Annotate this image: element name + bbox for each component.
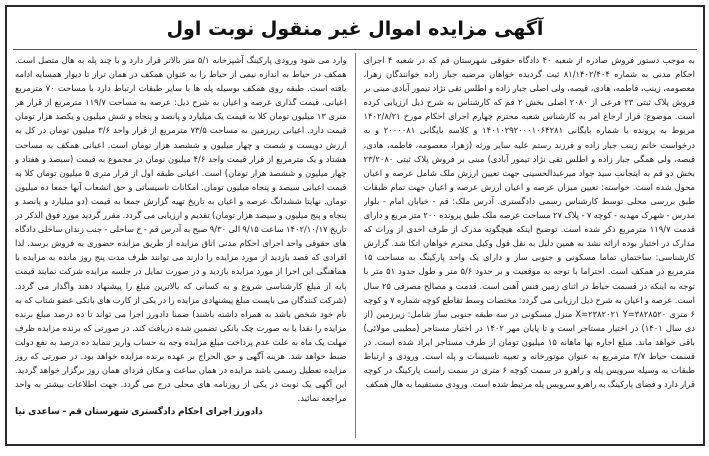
notice-body: [15, 53, 695, 438]
right-column: [364, 53, 696, 438]
notice-header: [7, 11, 703, 47]
auction-notice: [5, 5, 705, 446]
right-column-text: به موجب دستور فروش صادره از شعبه ۴۰ دادگاه حقوقی شهرستان قم که در شعبه ۴ اجرای احکام مدنی به شماره ۸۱/۱۴۰۲/۴۰۴ ثبت گردیده خواهان مرضیه جبار زاده خوانندگان زهرا، معصومه، زینب، فاطمه، هادی، قیصه، ولی اصلی جبار زاده و اطلس تقی نژاد تیمور آبادی مبنی بر فروش پلاک ثبتی ۲۳ فرعی از ۲۰۸۰ اصلی بخش ۲ قم که کارشناس به شرح ذیل ارزیابی کرده است. موضوع: قرار ارجاع امر به کارشناس شعبه محترم چهارم اجرای احکام مورخ ۱۴۰۲/۸/۲۱ مربوط به پرونده با شماره بایگانی ۱۴۰۱۰۲۹۲۰۰۰۱۰۶۴۲۸۱ و کلاسه بایگانی ۲۰۰۰۰۸۱ و به درخواست خانم زینب جبار زاده و فرزند رستم علیه سایر ورثه (زهرا، معصومه، فاطمه، هادی، قیصه، ولی همگی جبار زاده و اطلس تقی نژاد تیمور آبادی) مبنی بر فروش پلاک ثبتی ۲۳/۲۰۸۰ بخش دو قم به اینجانب سید جواد میرعبدالحسینی جهت تعیین ارزش ملک شامل عرصه و اعیان محول شده است. خواسته: تعیین میزان عرصه و اعیان ارزش عرصه و اعیان جهت تمام طبقات طبق بررسی محلی توسط کارشناس رسمی دادگستری. آدرس ملک: قم - خیابان امام - بلوار مدرس - شهرک مهدیه - کوچه ۷ - پلاک ۲۷ مساحت عرصه ملک طبق پرونده ۲۰۰ متر مربع و دارای قدمت ۱۱۹/۷ مترمربع ذکر شده است. توضیح اینکه هیچگونه مدرک از طرف احدی از وراث که مدارک در اختیار بوده ارائه نشد به همین دلیل به نقل قول وکیل محترم خواهان اتکا شد. گزارش کارشناسی: ساختمان تماما مسکونی و جنوبی ساز و دارای یک واحد پارکینگ به مساحت ۱۵ مترمربع در همکف است. احتراما با توجه به موقعیت و بر حدود ۵/۶ متر و طول حدود ۵۱ متر با توجه به اینکه در قسمت حیاط در اثنای زمین فنس آهنی است. قدمت و مصالح مصرفی ۲۵ سال است. عرصه و اعیان به شرح ذیل ارزیابی می گردد: مختصات وسط تقاطع کوچه شماره ۷ و کوچه ۶ متری X=۲۳۸۲۰۲۱ Y=۳۸۲۸۵۲۰ منزل مسکونی در سه طبقه جنوبی ساز شامل: زیرزمین (از دی سال ۱۴۰۱) در اختیار مستاجر است و تا پایان مهر ۱۴۰۲ در اختیار مستاجر (مطیبی مولائی) باقی خواهد ماند. مبلغ اجاره بها ماهانه ۱۵ میلیون تومان از طرف مستاجر ایراد شده است. در قسمت حیاط ۳/۷ مترمربع به عنوان موتورخانه و تعبیه تاسیسات و پله است. ورودی و ارتباط طبقات به وسیله سرویس پله و راهرو در سمت کوچه ۶ متری در سمت راست پارکینگ در کوچه قرار دارد و فضای پارکینگ به راهرو سرویس پله مرتبط شده است. ورودی مستقیما به هال همکف: [363, 55, 695, 390]
signature-line: دادورز اجرای احکام دادگستری شهرستان قم - ساعدی نیا: [15, 407, 263, 418]
notice-title: آگهی مزایده اموال غیر منقول نوبت اول: [166, 18, 544, 40]
column-divider: [355, 53, 356, 438]
title-divider: [13, 49, 697, 50]
left-column-text: وارد می شود ورودی پارکینگ آشپزخانه ۵/۱ متر بالاتر قرار دارد و با چند پله به هال متصل است. همکف در حیاط به اندازه نیمی از حیاط را به عنوان همکف در همان تراز تا دیوار همسایه ادامه یافته است. طبقه روی همکف بوسیله پله ها با سایر طبقات ارتباط دارد با مساحت ۷۰ مترمربع اعیانی. قیمت گذاری عرصه و اعیان به شرح ذیل: عرصه به مساحت ۱۱۹/۷ مترمربع از قرار هر متری ۱۳ میلیون تومان کلا به قیمت یک میلیارد و پانصد و پنجاه و شش میلیون و یکصد هزار تومان قیمت دارد. اعیانی زیرزمین به مساحت ۷۳/۵ مترمربع از قرار واحد ۳/۶ میلیون تومان در کل به ارزش دویست و شصت و چهار میلیون و ششصد هزار تومان است. اعیانی همکف به مساحت هشتاد و یک مترمربع از قرار قیمت واحد ۴/۶ میلیون تومان در مجموع به قیمت (سیصد و هفتاد و چهار میلیون و ششصد هزار تومان) است. اعیانی طبقه اول از قرار متری ۵ میلیون تومان کلا به قیمت اعیانی سیصد و پنجاه میلیون تومان. امکانات تاسیساتی و حق انشعاب آنها جمعا ده میلیون تومان. نهایتا ششدانگ عرصه و اعیان به تاریخ تهیه گزارش جمعا به قیمت (دو میلیارد و پانصد و پنجاه و پنج میلیون و سیصد هزار تومان) تقدیم و ارزیابی می گردد. مقرر گردید مورد فوق الذکر در تاریخ ۱۴۰۲/۱۰/۱۷ ساعت ۹/۱۵ الی ۹/۳۰ صبح به آدرس قم - خ ساحلی - جنب زندان ساحلی دادگاه های حقوقی واحد اجرای احکام مدنی اتاق مزایده از طریق مزایده حضوری به فروش برسد. لذا افرادی که قصد بازدید از مورد مزایده را دارند می توانند ظرف مدت پنج روز مانده به مزایده با هماهنگی این اجرا از مورد مزایده بازدید و در صورت تمایل در جلسه مزایده شرکت نمایند قیمت پایه از مبلغ کارشناسی شروع و به کسانی که بالاترین مبلغ را پیشنهاد دهند واگذار می گردد. (شرکت کنندگان می بایست مبلغ پیشنهادی مزایده را در یکی از کارت های بانکی عضو شتاب که به نام خود شخص باشد به همراه داشته باشند) ضمنا دادورز اجرا می تواند تا ده درصد مبلغ برنده مزایده را نقدا یا به صورت چک بانکی تضمین شده دریافت کند. در صورتی که برنده مزایده ظرف مهلت یک ماه به علت عدم پرداخت مبلغ مزایده وجه به حساب واریز ننماید ده درصد به نفع دولت ضبط خواهد شد. هزینه آگهی و حق الحراج بر عهده برنده مزایده خواهد بود. در صورتی که روز مزایده تعطیل رسمی باشد مزایده در همان ساعت و مکان فردای همان روز برگزار خواهد گردید. این آگهی یک نوبت در یکی از روزنامه های محلی درج می گردد. جهت اطلاعات بیشتر به واحد مراجعه نمائید.: [15, 55, 347, 404]
left-column: [15, 53, 347, 438]
